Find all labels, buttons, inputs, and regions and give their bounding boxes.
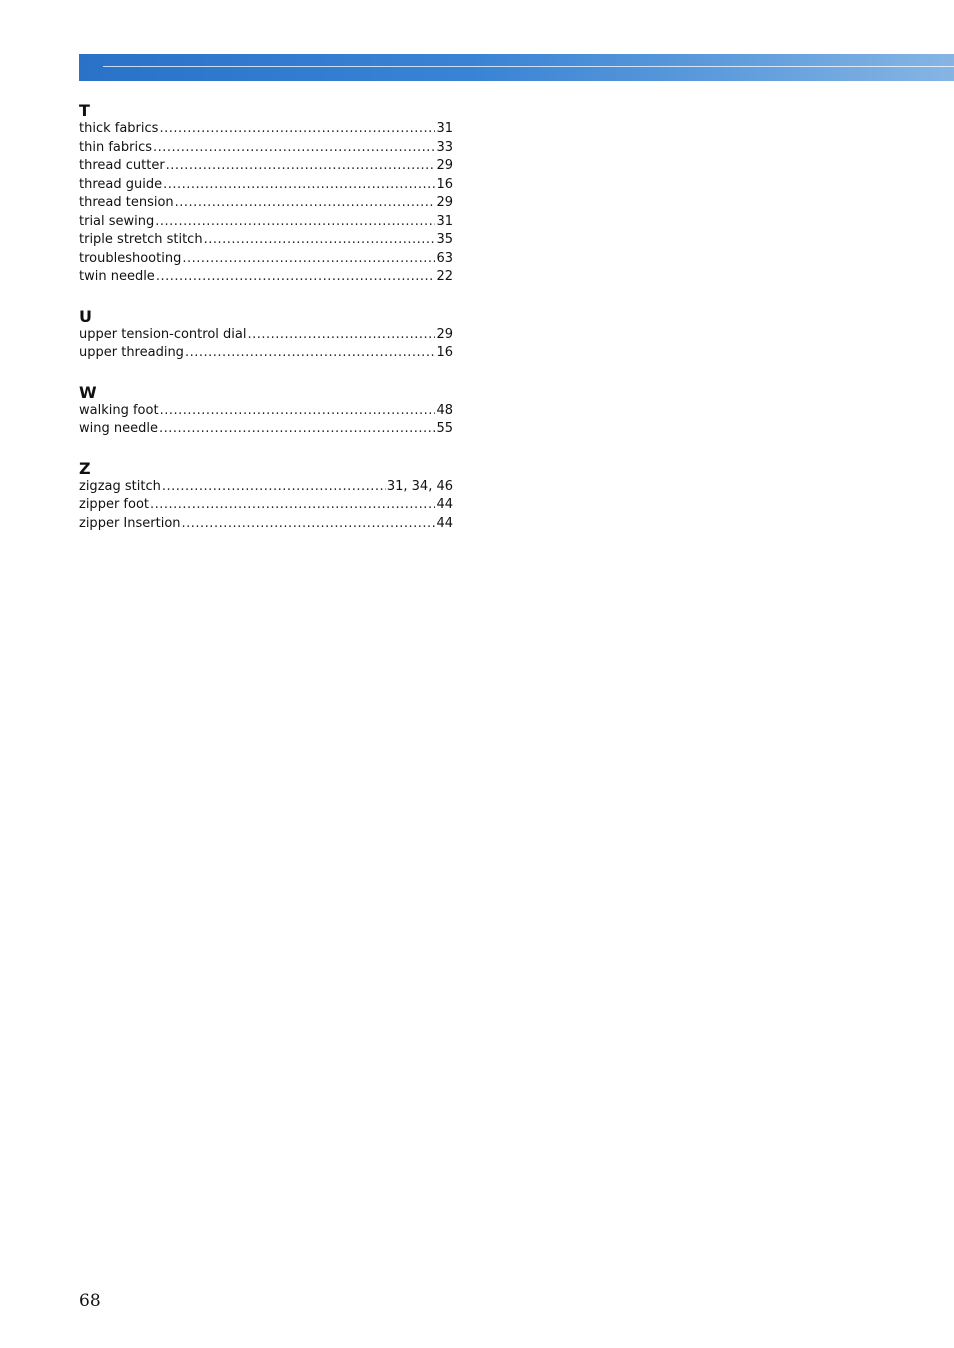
entry-term: zipper Insertion <box>79 515 181 531</box>
index-entry[interactable] <box>79 515 453 534</box>
entry-pages: 48 <box>436 402 453 418</box>
dot-leader <box>153 139 435 158</box>
dot-leader <box>156 268 436 287</box>
index-entry[interactable] <box>79 478 453 497</box>
index-entry[interactable] <box>79 496 453 515</box>
entry-pages: 29 <box>436 195 453 210</box>
section-letter: T <box>79 101 90 120</box>
index-entry[interactable] <box>79 213 453 232</box>
entry-term: zipper foot <box>79 497 149 512</box>
entry-term: twin needle <box>79 269 155 284</box>
index-section-u <box>79 306 453 363</box>
index-entry[interactable] <box>79 176 453 195</box>
entry-term: thread cutter <box>79 158 165 173</box>
entry-term: thick fabrics <box>79 121 159 136</box>
dot-leader <box>159 420 435 439</box>
index-entry[interactable] <box>79 250 453 269</box>
index-entry[interactable] <box>79 420 453 439</box>
entry-term: thin fabrics <box>79 139 152 155</box>
index-entry[interactable] <box>79 194 453 213</box>
index-entry[interactable] <box>79 344 453 363</box>
entry-pages: 55 <box>436 421 453 436</box>
section-letter: W <box>79 382 97 402</box>
dot-leader <box>247 326 435 345</box>
entry-pages: 29 <box>436 326 453 342</box>
entry-pages: 44 <box>436 515 453 531</box>
entry-pages: 35 <box>436 232 453 247</box>
index-entry[interactable] <box>79 231 453 250</box>
entry-term: troubleshooting <box>79 250 182 266</box>
dot-leader <box>159 120 435 139</box>
dot-leader <box>204 231 436 250</box>
entry-pages: 31 <box>436 121 453 136</box>
index-section-t <box>79 100 453 287</box>
dot-leader <box>162 478 386 497</box>
index-section-z <box>79 458 453 534</box>
entry-term: wing needle <box>79 421 158 436</box>
entry-term: walking foot <box>79 402 159 418</box>
entry-term: upper tension-control dial <box>79 326 247 342</box>
entry-pages: 31, 34, 46 <box>386 478 453 494</box>
index-entry[interactable] <box>79 402 453 421</box>
index-section-w <box>79 382 453 439</box>
section-letter: Z <box>79 458 91 478</box>
entry-term: thread tension <box>79 195 174 210</box>
dot-leader <box>175 194 436 213</box>
entry-pages: 16 <box>436 176 453 192</box>
entry-pages: 29 <box>436 158 453 173</box>
index-column <box>79 100 453 552</box>
entry-term: triple stretch stitch <box>79 232 203 247</box>
entry-pages: 63 <box>436 250 453 266</box>
header-rule <box>103 66 954 67</box>
entry-pages: 33 <box>436 139 453 155</box>
entry-term: trial sewing <box>79 213 155 229</box>
dot-leader <box>182 515 436 534</box>
page-number: 68 <box>79 1291 101 1311</box>
entry-pages: 22 <box>436 269 453 284</box>
index-entry[interactable] <box>79 157 453 176</box>
entry-pages: 44 <box>436 497 453 512</box>
dot-leader <box>150 496 435 515</box>
dot-leader <box>163 176 435 195</box>
entry-pages: 31 <box>436 213 453 229</box>
index-entry[interactable] <box>79 120 453 139</box>
dot-leader <box>166 157 436 176</box>
dot-leader <box>160 402 436 421</box>
dot-leader <box>155 213 435 232</box>
entry-term: thread guide <box>79 176 163 192</box>
dot-leader <box>185 344 436 363</box>
entry-pages: 16 <box>436 345 453 360</box>
section-letter: U <box>79 306 92 326</box>
entry-term: zigzag stitch <box>79 478 161 494</box>
index-entry[interactable] <box>79 268 453 287</box>
header-band <box>79 54 954 81</box>
dot-leader <box>182 250 435 269</box>
index-entry[interactable] <box>79 326 453 345</box>
index-entry[interactable] <box>79 139 453 158</box>
entry-term: upper threading <box>79 345 184 360</box>
